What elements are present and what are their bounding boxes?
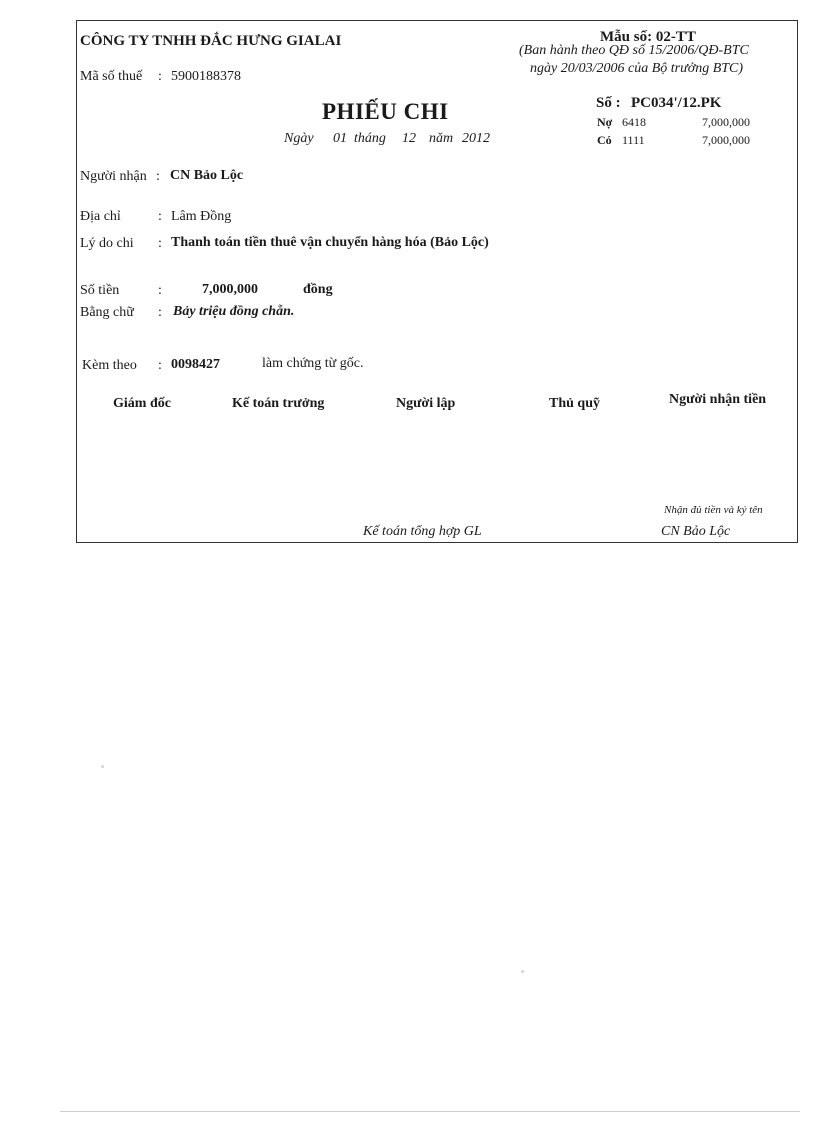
address-value: Lâm Đồng — [171, 209, 232, 224]
voucher-number-label: Số : — [596, 95, 621, 111]
scan-speck — [521, 970, 524, 973]
date-day-label: Ngày — [284, 131, 314, 146]
date-day: 01 — [333, 131, 347, 146]
amount-value: 7,000,000 — [202, 282, 258, 297]
preparer-name: Kế toán tổng hợp GL — [363, 524, 482, 539]
sign-preparer: Người lập — [396, 396, 456, 411]
sign-director: Giám đốc — [113, 396, 171, 411]
sign-receiver: Người nhận tiền — [669, 392, 767, 407]
recipient-value: CN Bảo Lộc — [170, 168, 244, 183]
words-value: Bảy triệu đồng chẵn. — [173, 304, 295, 319]
debit-account: 6418 — [622, 115, 646, 129]
voucher-title: PHIẾU CHI — [322, 99, 449, 124]
attach-label: Kèm theo — [82, 358, 137, 373]
tax-label: Mã số thuế — [80, 69, 143, 84]
recipient-separator: : — [156, 169, 160, 184]
receiver-note: Nhận đủ tiền và ký tên — [664, 504, 763, 516]
attach-suffix: làm chứng từ gốc. — [262, 356, 364, 371]
sign-chief-accountant: Kế toán trưởng — [232, 396, 325, 411]
recipient-label: Người nhận — [80, 169, 147, 184]
tax-separator: : — [158, 69, 162, 84]
reason-separator: : — [158, 236, 162, 251]
form-issued-line1: (Ban hành theo QĐ số 15/2006/QĐ-BTC — [519, 43, 749, 58]
date-month: 12 — [402, 131, 416, 146]
credit-amount: 7,000,000 — [702, 133, 750, 147]
sign-cashier: Thủ quỹ — [549, 396, 600, 411]
scan-speck — [101, 765, 104, 768]
amount-currency: đồng — [303, 282, 333, 297]
voucher-number: PC034'/12.PK — [631, 95, 722, 111]
reason-label: Lý do chi — [80, 236, 134, 251]
receiver-name: CN Bảo Lộc — [661, 524, 731, 539]
date-year: 2012 — [462, 131, 490, 146]
scan-edge-line — [60, 1111, 800, 1112]
address-separator: : — [158, 209, 162, 224]
reason-value: Thanh toán tiền thuê vận chuyển hàng hóa (Bảo Lộc) — [171, 235, 489, 250]
words-label: Bằng chữ — [80, 305, 134, 320]
address-label: Địa chỉ — [80, 209, 121, 224]
amount-label: Số tiền — [80, 283, 120, 298]
date-year-label: năm — [429, 131, 454, 146]
attach-value: 0098427 — [171, 357, 220, 372]
tax-code: 5900188378 — [171, 69, 241, 84]
credit-label: Có — [597, 133, 612, 147]
form-code: Mẫu số: 02-TT — [600, 29, 696, 45]
debit-amount: 7,000,000 — [702, 115, 750, 129]
words-separator: : — [158, 305, 162, 320]
credit-account: 1111 — [622, 133, 645, 147]
company-name: CÔNG TY TNHH ĐẮC HƯNG GIALAI — [80, 33, 342, 49]
attach-separator: : — [158, 358, 162, 373]
form-issued-line2: ngày 20/03/2006 của Bộ trưởng BTC) — [530, 61, 744, 76]
date-month-label: tháng — [354, 131, 386, 146]
debit-label: Nợ — [597, 115, 613, 129]
amount-separator: : — [158, 283, 162, 298]
